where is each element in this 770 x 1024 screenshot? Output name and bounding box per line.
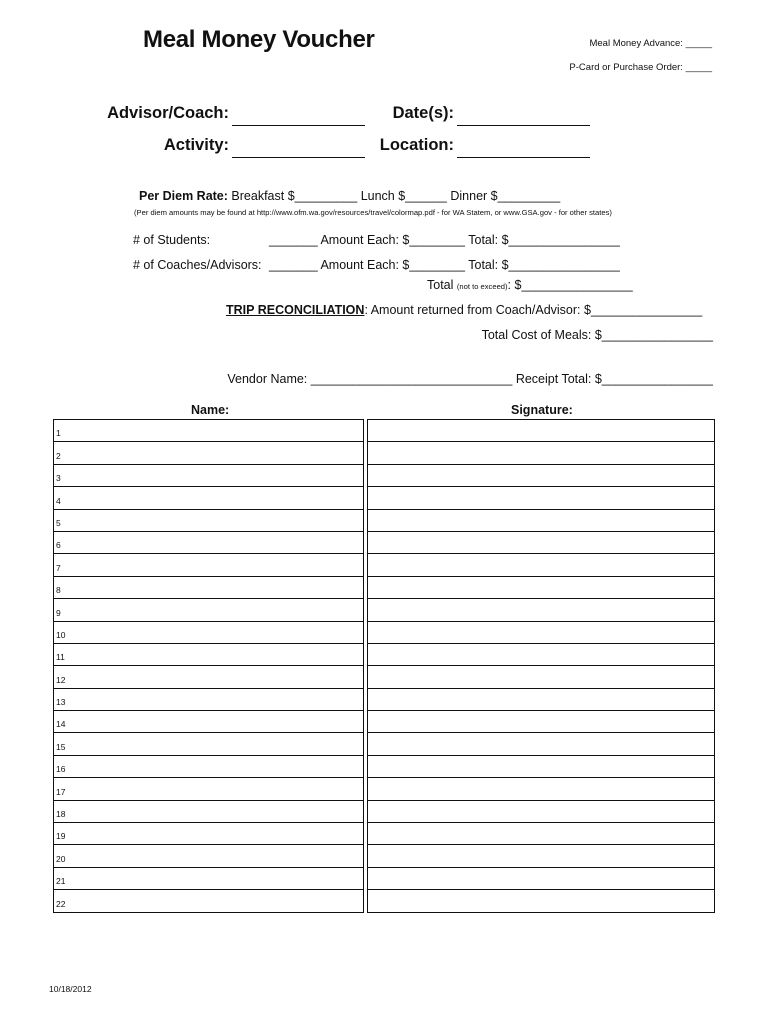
row-number: 2 — [56, 450, 61, 461]
row-number: 20 — [56, 853, 66, 864]
row-number: 6 — [56, 540, 61, 551]
per-diem-note: (Per diem amounts may be found at http://www.ofm.wa.gov/resources/travel/colormap.pdf - for WA Statem, or www.GSA.gov - for other states) — [134, 208, 612, 217]
row-number: 12 — [56, 674, 66, 685]
table-row — [54, 890, 715, 912]
name-cell[interactable] — [54, 666, 364, 688]
table-row — [54, 845, 715, 867]
signature-cell[interactable] — [368, 666, 715, 688]
row-number: 16 — [56, 764, 66, 775]
signature-cell[interactable] — [368, 845, 715, 867]
signature-cell[interactable] — [368, 800, 715, 822]
table-row — [54, 621, 715, 643]
vendor-line[interactable]: Vendor Name: _____________________________ Receipt Total: $________________ — [227, 372, 713, 386]
table-row — [54, 464, 715, 486]
name-cell[interactable] — [54, 621, 364, 643]
name-cell[interactable] — [54, 755, 364, 777]
per-diem-label: Per Diem Rate: — [139, 189, 228, 203]
signature-cell[interactable] — [368, 823, 715, 845]
signature-cell[interactable] — [368, 509, 715, 531]
advisor-label: Advisor/Coach: — [107, 104, 229, 122]
name-cell[interactable] — [54, 823, 364, 845]
table-row — [54, 666, 715, 688]
coaches-label: # of Coaches/Advisors: — [133, 258, 262, 272]
table-row — [54, 442, 715, 464]
row-number: 21 — [56, 876, 66, 887]
table-row — [54, 487, 715, 509]
students-label: # of Students: — [133, 233, 211, 247]
table-row — [54, 576, 715, 598]
activity-field[interactable] — [232, 137, 365, 158]
row-number: 18 — [56, 809, 66, 820]
row-number: 19 — [56, 831, 66, 842]
row-number: 1 — [56, 428, 61, 439]
signature-cell[interactable] — [368, 420, 715, 442]
table-row — [54, 823, 715, 845]
name-cell[interactable] — [54, 733, 364, 755]
reconciliation-row[interactable] — [226, 303, 702, 317]
name-cell[interactable] — [54, 800, 364, 822]
table-row — [54, 531, 715, 553]
location-field[interactable] — [457, 137, 590, 158]
name-cell[interactable] — [54, 420, 364, 442]
total-cost-line[interactable]: Total Cost of Meals: $________________ — [481, 328, 713, 342]
signature-cell[interactable] — [368, 778, 715, 800]
signature-cell[interactable] — [368, 531, 715, 553]
signature-cell[interactable] — [368, 487, 715, 509]
signature-cell[interactable] — [368, 733, 715, 755]
table-row — [54, 755, 715, 777]
total-note: (not to exceed) — [456, 282, 508, 291]
table-row — [54, 643, 715, 665]
row-number: 15 — [56, 741, 66, 752]
table-row — [54, 420, 715, 442]
activity-label: Activity: — [163, 136, 229, 154]
table-row — [54, 778, 715, 800]
name-cell[interactable] — [54, 643, 364, 665]
total-row[interactable] — [427, 278, 633, 292]
row-number: 5 — [56, 517, 61, 528]
coaches-line[interactable]: _______ Amount Each: $________ Total: $________________ — [269, 258, 620, 272]
signature-table — [53, 419, 715, 913]
signature-cell[interactable] — [368, 442, 715, 464]
signature-cell[interactable] — [368, 599, 715, 621]
location-label: Location: — [379, 136, 454, 154]
name-column-header: Name: — [191, 403, 230, 417]
name-cell[interactable] — [54, 442, 364, 464]
row-number: 9 — [56, 607, 61, 618]
advisor-field[interactable] — [232, 105, 365, 126]
reconciliation-returned[interactable]: : Amount returned from Coach/Advisor: $________________ — [364, 303, 703, 317]
row-number: 11 — [56, 652, 65, 663]
row-number: 8 — [56, 585, 61, 596]
name-cell[interactable] — [54, 867, 364, 889]
row-number: 17 — [56, 786, 66, 797]
name-cell[interactable] — [54, 464, 364, 486]
row-number: 10 — [56, 629, 66, 640]
name-cell[interactable] — [54, 487, 364, 509]
name-cell[interactable] — [54, 711, 364, 733]
dates-field[interactable] — [457, 105, 590, 126]
name-cell[interactable] — [54, 599, 364, 621]
row-number: 7 — [56, 562, 61, 573]
table-row — [54, 733, 715, 755]
row-number: 22 — [56, 898, 66, 909]
dates-label: Date(s): — [392, 104, 454, 122]
name-cell[interactable] — [54, 554, 364, 576]
table-row — [54, 688, 715, 710]
signature-cell[interactable] — [368, 867, 715, 889]
signature-cell[interactable] — [368, 711, 715, 733]
reconciliation-label: TRIP RECONCILIATION — [226, 303, 365, 317]
signature-cell[interactable] — [368, 643, 715, 665]
table-row — [54, 867, 715, 889]
signature-cell[interactable] — [368, 576, 715, 598]
name-cell[interactable] — [54, 890, 364, 912]
table-row — [54, 509, 715, 531]
row-number: 3 — [56, 473, 61, 484]
signature-cell[interactable] — [368, 890, 715, 912]
total-line[interactable]: : $________________ — [507, 278, 633, 292]
row-number: 14 — [56, 719, 66, 730]
name-cell[interactable] — [54, 845, 364, 867]
name-cell[interactable] — [54, 778, 364, 800]
name-cell[interactable] — [54, 688, 364, 710]
name-cell[interactable] — [54, 509, 364, 531]
table-row — [54, 599, 715, 621]
row-number: 4 — [56, 495, 61, 506]
signature-cell[interactable] — [368, 621, 715, 643]
signature-cell[interactable] — [368, 755, 715, 777]
table-row — [54, 711, 715, 733]
signature-column-header: Signature: — [511, 403, 573, 417]
footer-date: 10/18/2012 — [49, 984, 92, 994]
table-row — [54, 554, 715, 576]
table-row — [54, 800, 715, 822]
name-cell[interactable] — [54, 576, 364, 598]
signature-cell[interactable] — [368, 554, 715, 576]
pcard-po-field[interactable]: P-Card or Purchase Order: _____ — [569, 62, 712, 73]
total-label: Total — [427, 278, 454, 292]
row-number: 13 — [56, 697, 66, 708]
meal-money-advance-field[interactable]: Meal Money Advance: _____ — [589, 38, 712, 49]
students-line[interactable]: _______ Amount Each: $________ Total: $________________ — [269, 233, 620, 247]
signature-cell[interactable] — [368, 688, 715, 710]
page-title: Meal Money Voucher — [143, 26, 375, 53]
per-diem-rates[interactable]: Breakfast $_________ Lunch $______ Dinner $_________ — [231, 189, 561, 203]
per-diem-row — [139, 189, 560, 203]
signature-cell[interactable] — [368, 464, 715, 486]
name-cell[interactable] — [54, 531, 364, 553]
